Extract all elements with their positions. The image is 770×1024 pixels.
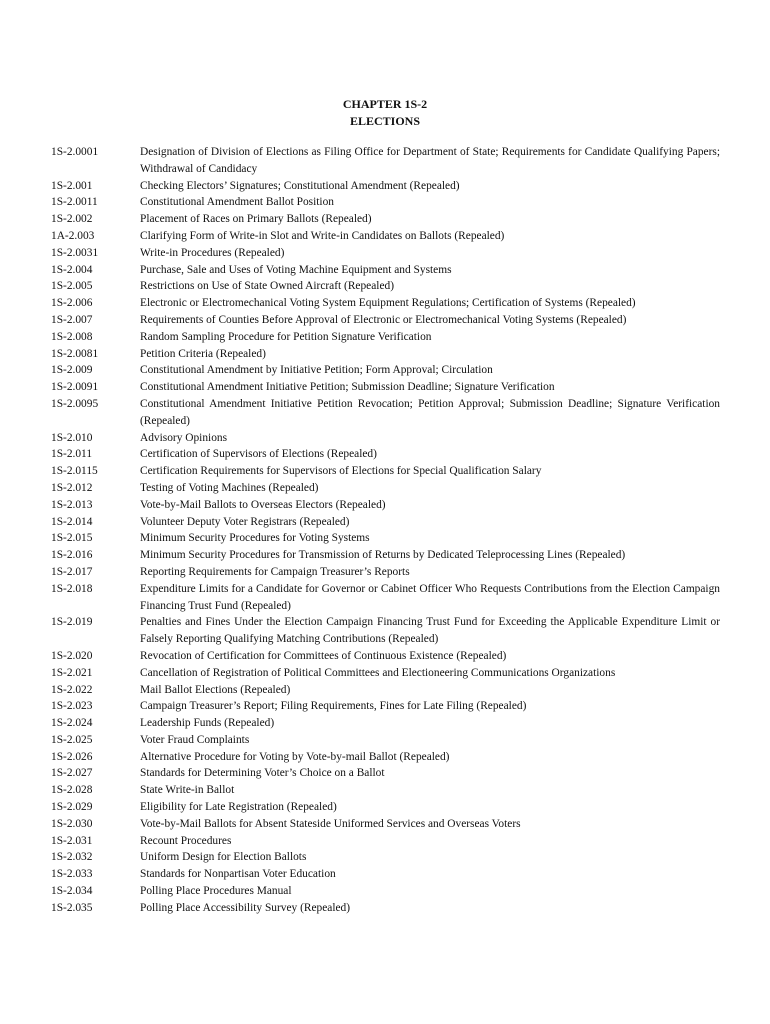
- chapter-title: ELECTIONS: [349, 113, 421, 128]
- rule-number: 1S-2.014: [51, 515, 93, 528]
- rule-title: Random Sampling Procedure for Petition Signature Verification: [140, 330, 432, 343]
- rule-number: 1S-2.017: [51, 565, 93, 578]
- rule-title: Vote-by-Mail Ballots to Overseas Electors (Repealed): [140, 498, 386, 511]
- rule-row: [51, 564, 720, 581]
- rule-row: [51, 732, 720, 749]
- rule-row: [51, 648, 720, 665]
- rule-row: [51, 430, 720, 447]
- rule-row: [51, 396, 720, 430]
- rule-row: [51, 833, 720, 850]
- rule-number: 1S-2.0095: [51, 397, 99, 410]
- rule-number: 1S-2.033: [51, 868, 93, 881]
- rule-number: 1S-2.0081: [51, 347, 99, 360]
- rule-title: Minimum Security Procedures for Voting Systems: [140, 532, 370, 545]
- chapter-header: [0, 96, 770, 130]
- rule-title: Eligibility for Late Registration (Repealed): [140, 801, 337, 814]
- rule-row: [51, 312, 720, 329]
- rule-title: Purchase, Sale and Uses of Voting Machine Equipment and Systems: [140, 263, 452, 276]
- rule-number: 1S-2.021: [51, 666, 93, 679]
- rule-row: [51, 816, 720, 833]
- rule-title: Polling Place Procedures Manual: [140, 885, 292, 898]
- rule-title: Constitutional Amendment Initiative Petition; Submission Deadline; Signature Verification: [140, 381, 555, 394]
- rule-title: Reporting Requirements for Campaign Treasurer’s Reports: [140, 565, 410, 578]
- rule-number: 1S-2.0115: [51, 465, 98, 478]
- rule-title: Vote-by-Mail Ballots for Absent Stateside Uniformed Services and Overseas Voters: [140, 817, 521, 830]
- rule-number: 1S-2.022: [51, 683, 93, 696]
- rule-row: [51, 765, 720, 782]
- rule-number: 1S-2.028: [51, 784, 93, 797]
- rule-title: Constitutional Amendment Ballot Position: [140, 196, 334, 209]
- rule-number: 1S-2.007: [51, 313, 93, 326]
- rule-title: Clarifying Form of Write-in Slot and Write-in Candidates on Ballots (Repealed): [140, 229, 505, 242]
- rule-number: 1S-2.027: [51, 767, 93, 780]
- rule-row: [51, 849, 720, 866]
- rule-title: Volunteer Deputy Voter Registrars (Repealed): [140, 515, 350, 528]
- rule-title: Penalties and Fines Under the Election Campaign Financing Trust Fund for Exceeding the Applicable Expenditure Limit or Falsely Reporting Qualifying Matching Contributions (Repealed): [140, 616, 720, 646]
- rule-title: Leadership Funds (Repealed): [140, 717, 275, 730]
- rule-row: [51, 614, 720, 648]
- rule-title: Campaign Treasurer’s Report; Filing Requirements, Fines for Late Filing (Repealed): [140, 700, 527, 713]
- rule-number: 1S-2.019: [51, 616, 93, 629]
- rule-number: 1S-2.001: [51, 179, 93, 192]
- rule-number: 1S-2.026: [51, 750, 93, 763]
- rule-title: Voter Fraud Complaints: [140, 733, 250, 746]
- rule-number: 1S-2.034: [51, 885, 93, 898]
- rule-row: [51, 228, 720, 245]
- rule-number: 1S-2.023: [51, 700, 93, 713]
- rule-number: 1S-2.029: [51, 801, 93, 814]
- rule-row: [51, 547, 720, 564]
- rule-row: [51, 262, 720, 279]
- rule-row: [51, 749, 720, 766]
- rule-row: [51, 514, 720, 531]
- rule-title: Constitutional Amendment by Initiative Petition; Form Approval; Circulation: [140, 364, 493, 377]
- rule-title: Write-in Procedures (Repealed): [140, 246, 285, 259]
- rule-title: Constitutional Amendment Initiative Petition Revocation; Petition Approval; Submission Deadline; Signature Verification (Repealed): [140, 397, 720, 427]
- rule-number: 1S-2.013: [51, 498, 93, 511]
- rule-row: [51, 379, 720, 396]
- rule-title: Advisory Opinions: [140, 431, 228, 444]
- rules-list: [51, 144, 720, 917]
- rule-title: Mail Ballot Elections (Repealed): [140, 683, 291, 696]
- rule-title: Placement of Races on Primary Ballots (Repealed): [140, 213, 372, 226]
- rule-row: [51, 362, 720, 379]
- rule-number: 1S-2.009: [51, 364, 93, 377]
- rule-number: 1S-2.020: [51, 649, 93, 662]
- rule-row: [51, 715, 720, 732]
- rule-number: 1S-2.015: [51, 532, 93, 545]
- rule-title: Requirements of Counties Before Approval of Electronic or Electromechanical Voting Systems (Repealed): [140, 313, 627, 326]
- rule-number: 1S-2.0091: [51, 381, 99, 394]
- rule-number: 1S-2.032: [51, 851, 93, 864]
- rule-row: [51, 329, 720, 346]
- rule-row: [51, 178, 720, 195]
- rule-title: Standards for Nonpartisan Voter Education: [140, 868, 336, 881]
- rule-title: Cancellation of Registration of Political Committees and Electioneering Communications Organizations: [140, 666, 616, 679]
- rule-number: 1S-2.025: [51, 733, 93, 746]
- rule-number: 1S-2.0031: [51, 246, 99, 259]
- rule-row: [51, 799, 720, 816]
- rule-number: 1S-2.005: [51, 280, 93, 293]
- rule-row: [51, 530, 720, 547]
- rule-number: 1S-2.0011: [51, 196, 98, 209]
- rule-number: 1S-2.018: [51, 582, 93, 595]
- rule-row: [51, 866, 720, 883]
- rule-number: 1S-2.035: [51, 901, 93, 914]
- rule-row: [51, 211, 720, 228]
- rule-title: Checking Electors’ Signatures; Constitutional Amendment (Repealed): [140, 179, 460, 192]
- rule-title: Expenditure Limits for a Candidate for Governor or Cabinet Officer Who Requests Contributions from the Election Campaign Financing Trust Fund (Repealed): [140, 582, 720, 612]
- rule-row: [51, 446, 720, 463]
- rule-row: [51, 245, 720, 262]
- rule-row: [51, 682, 720, 699]
- rule-row: [51, 900, 720, 917]
- rule-row: [51, 463, 720, 480]
- rule-title: Uniform Design for Election Ballots: [140, 851, 307, 864]
- rule-number: 1A-2.003: [51, 229, 95, 242]
- rule-title: State Write-in Ballot: [140, 784, 235, 797]
- rule-row: [51, 295, 720, 312]
- rule-title: Minimum Security Procedures for Transmission of Returns by Dedicated Teleprocessing Lines (Repealed): [140, 549, 626, 562]
- rule-row: [51, 346, 720, 363]
- rule-number: 1S-2.016: [51, 549, 93, 562]
- rule-title: Petition Criteria (Repealed): [140, 347, 266, 360]
- rule-title: Restrictions on Use of State Owned Aircraft (Repealed): [140, 280, 394, 293]
- rule-title: Recount Procedures: [140, 834, 232, 847]
- rule-row: [51, 883, 720, 900]
- rule-number: 1S-2.031: [51, 834, 93, 847]
- rule-title: Alternative Procedure for Voting by Vote-by-mail Ballot (Repealed): [140, 750, 450, 763]
- chapter-heading: CHAPTER 1S-2: [342, 97, 428, 111]
- rule-number: 1S-2.004: [51, 263, 93, 276]
- rule-row: [51, 480, 720, 497]
- rule-number: 1S-2.030: [51, 817, 93, 830]
- rule-row: [51, 581, 720, 615]
- rule-title: Certification of Supervisors of Elections (Repealed): [140, 448, 377, 461]
- rule-number: 1S-2.024: [51, 717, 93, 730]
- rule-number: 1S-2.002: [51, 213, 93, 226]
- rule-row: [51, 278, 720, 295]
- rule-number: 1S-2.012: [51, 481, 93, 494]
- rule-title: Polling Place Accessibility Survey (Repealed): [140, 901, 351, 914]
- rule-row: [51, 194, 720, 211]
- rule-title: Electronic or Electromechanical Voting System Equipment Regulations; Certification of Systems (Repealed): [140, 297, 636, 310]
- rule-title: Certification Requirements for Supervisors of Elections for Special Qualification Salary: [140, 465, 542, 478]
- rule-row: [51, 144, 720, 178]
- rule-title: Testing of Voting Machines (Repealed): [140, 481, 319, 494]
- rule-title: Revocation of Certification for Committees of Continuous Existence (Repealed): [140, 649, 507, 662]
- rule-number: 1S-2.010: [51, 431, 93, 444]
- rule-row: [51, 698, 720, 715]
- rule-number: 1S-2.008: [51, 330, 93, 343]
- rule-number: 1S-2.011: [51, 448, 93, 461]
- rule-row: [51, 782, 720, 799]
- rule-row: [51, 665, 720, 682]
- rule-number: 1S-2.0001: [51, 146, 99, 158]
- rule-number: 1S-2.006: [51, 297, 93, 310]
- rule-title: Designation of Division of Elections as Filing Office for Department of State; Requirements for Candidate Qualifying Papers; Withdrawal of Candidacy: [140, 146, 720, 175]
- rule-row: [51, 497, 720, 514]
- rule-title: Standards for Determining Voter’s Choice on a Ballot: [140, 767, 385, 780]
